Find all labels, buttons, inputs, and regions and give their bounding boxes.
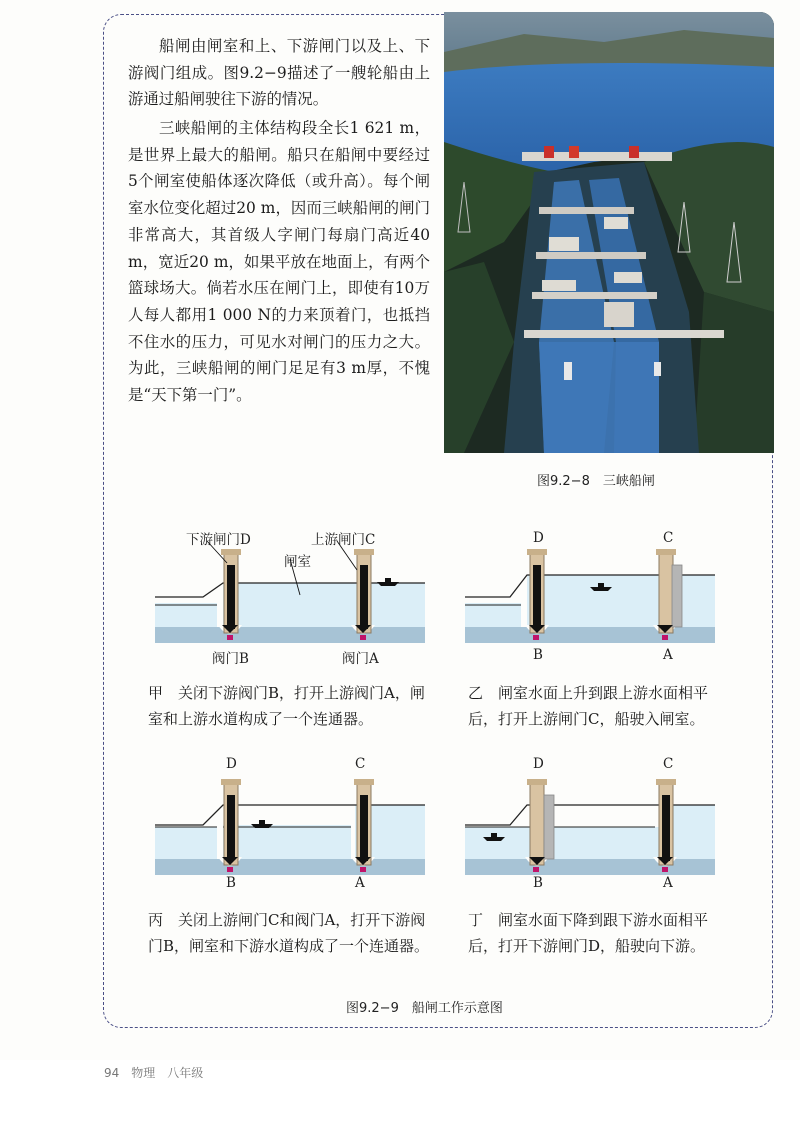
- label-valve-b: B: [533, 875, 543, 891]
- label-valve-a: 阀门A: [342, 651, 379, 667]
- panel-jia-caption: 甲 关闭下游阀门B，打开上游阀门A，闸室和上游水道构成了一个连通器。: [148, 684, 425, 728]
- label-valve-a: A: [355, 875, 365, 891]
- label-chamber: 闸室: [284, 554, 311, 570]
- label-gate-d: D: [226, 756, 237, 772]
- label-valve-a: A: [663, 875, 673, 891]
- label-valve-b: B: [533, 647, 543, 663]
- label-gate-c: C: [663, 530, 674, 546]
- label-gate-c: C: [663, 756, 674, 772]
- three-gorges-paragraph: 三峡船闸的主体结构段全长1 621 m，是世界上最大的船闸。船只在船闸中要经过5个闸室使船体逐次降低（或升高）。每个闸室水位变化超过20 m，因而三峡船闸的闸门非常高大，其首级人字闸门每扇门高近40 m，宽近20 m，如果平放在地面上，有两个篮球场大。倘若水压在闸门上，即使有10万人每人都用1 000 N的力来顶着门，也抵挡不住水的压力，可见水对闸门的压力之大。为此，三峡船闸的闸门足足有3 m厚，不愧是“天下第一门”。: [128, 119, 430, 405]
- diagram-caption: 图9.2−9 船闸工作示意图: [346, 1001, 503, 1016]
- diagram-panel-ding: [465, 755, 715, 905]
- label-gate-d: D: [533, 530, 544, 546]
- label-gate-d: D: [533, 756, 544, 772]
- panel-ding-caption: 丁 闸室水面下降到跟下游水面相平后，打开下游闸门D，船驶向下游。: [468, 911, 709, 955]
- label-valve-a: A: [663, 647, 673, 663]
- photo-caption: 图9.2−8 三峡船闸: [537, 474, 655, 489]
- label-gate-c: C: [355, 756, 366, 772]
- label-valve-b: B: [226, 875, 236, 891]
- intro-paragraph: 船闸由闸室和上、下游闸门以及上、下游阀门组成。图9.2−9描述了一艘轮船由上游通过船闸驶往下游的情况。: [128, 37, 430, 109]
- three-gorges-lock-photo: [444, 12, 774, 453]
- label-downstream-gate-d: 下游闸门D: [186, 532, 251, 548]
- label-valve-b: 阀门B: [212, 651, 249, 667]
- footer-text: 94 物理 八年级: [104, 1066, 204, 1080]
- panel-yi-caption: 乙 闸室水面上升到跟上游水面相平后，打开上游闸门C，船驶入闸室。: [468, 684, 709, 728]
- diagram-panel-bing: [155, 755, 425, 905]
- panel-bing-caption: 丙 关闭上游闸门C和阀门A，打开下游阀门B，闸室和下游水道构成了一个连通器。: [148, 911, 430, 955]
- page-footer: [0, 1060, 800, 1132]
- label-upstream-gate-c: 上游闸门C: [311, 532, 376, 548]
- diagram-panel-yi: [465, 525, 715, 675]
